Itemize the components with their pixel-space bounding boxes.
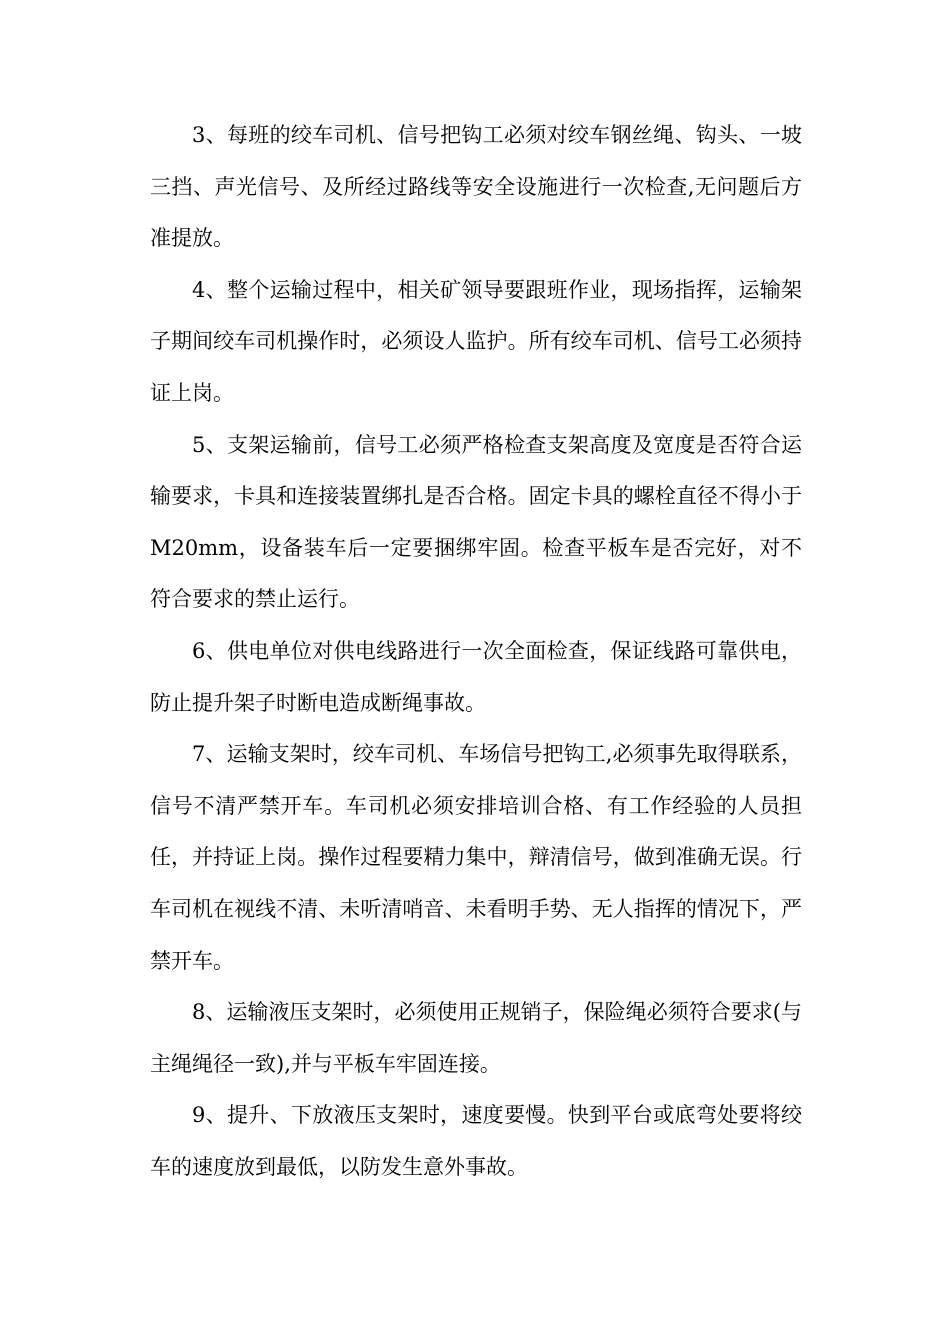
paragraph-6: 6、供电单位对供电线路进行一次全面检查，保证线路可靠供电，防止提升架子时断电造成断绳事故。 [150,638,802,715]
document-body [150,110,802,1193]
paragraph-8: 8、运输液压支架时，必须使用正规销子，保险绳必须符合要求(与主绳绳径一致),并与平板车牢固连接。 [150,1000,802,1076]
paragraph-4: 4、整个运输过程中，相关矿领导要跟班作业，现场指挥，运输架子期间绞车司机操作时，必须设人监护。所有绞车司机、信号工必须持证上岗。 [150,277,802,405]
paragraph-9: 9、提升、下放液压支架时，速度要慢。快到平台或底弯处要将绞车的速度放到最低，以防发生意外事故。 [150,1103,802,1179]
paragraph-5: 5、支架运输前，信号工必须严格检查支架高度及宽度是否符合运输要求，卡具和连接装置绑扎是否合格。固定卡具的螺栓直径不得小于M20mm，设备装车后一定要捆绑牢固。检查平板车是否完好，对不符合要求的禁止运行。 [150,432,802,612]
paragraph-7: 7、运输支架时，绞车司机、车场信号把钩工,必须事先取得联系，信号不清严禁开车。车司机必须安排培训合格、有工作经验的人员担任，并持证上岗。操作过程要精力集中，辩清信号，做到准确无误。行车司机在视线不清、未听清哨音、未看明手势、无人指挥的情况下，严禁开车。 [150,742,802,973]
paragraph-3: 3、每班的绞车司机、信号把钩工必须对绞车钢丝绳、钩头、一坡三挡、声光信号、及所经过路线等安全设施进行一次检查,无问题后方准提放。 [150,123,802,251]
